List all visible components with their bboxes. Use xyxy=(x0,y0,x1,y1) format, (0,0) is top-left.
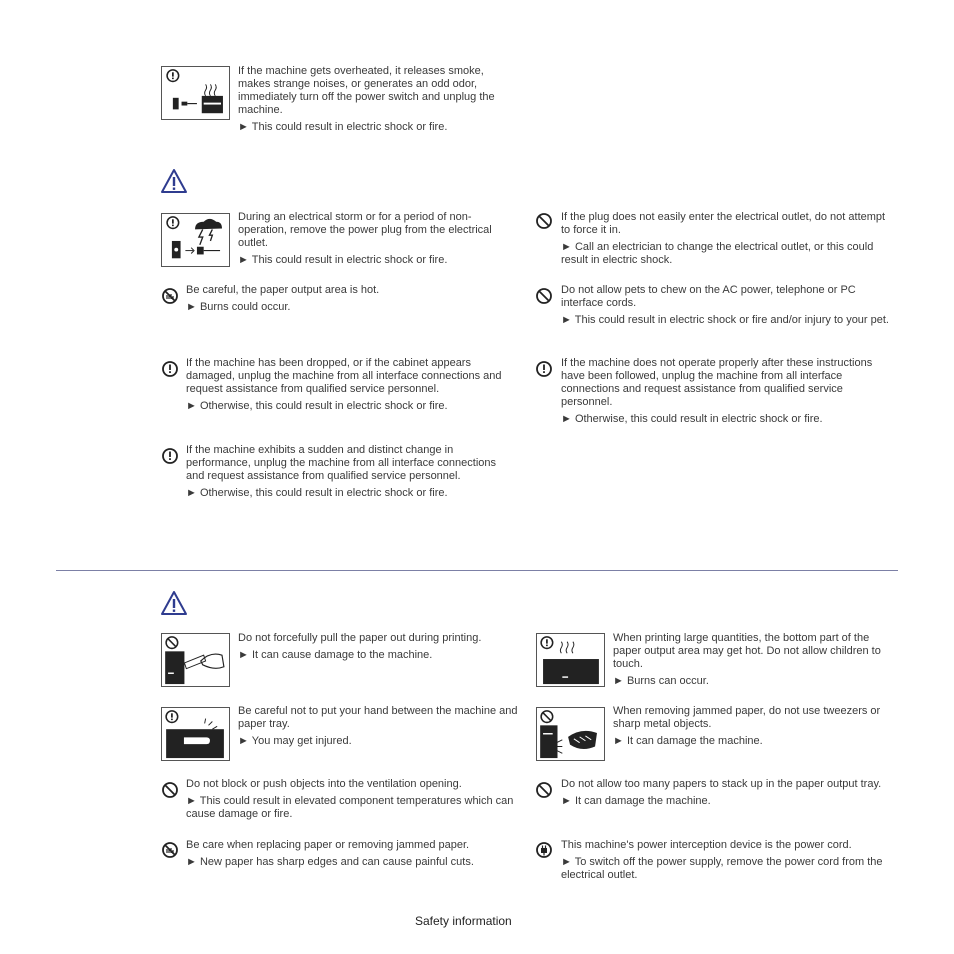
caution-result: ► It can damage the machine. xyxy=(613,735,763,747)
stack-caution xyxy=(561,778,891,808)
warning-text: If the machine has been dropped, or if the cabinet appears damaged, unplug the machine from all interface connections and request assistance from qualified service personnel. xyxy=(186,357,502,395)
power-cord-caution xyxy=(561,839,891,882)
mandatory-action-icon xyxy=(161,360,179,378)
warning-text: During an electrical storm or for a period of non-operation, remove the power plug from the electrical outlet. xyxy=(238,211,492,249)
warning-result: ► Otherwise, this could result in electric shock or fire. xyxy=(186,487,448,499)
large-quantity-caution xyxy=(613,632,893,688)
caution-result: ► Burns can occur. xyxy=(613,675,709,687)
warning-result: ► Otherwise, this could result in electric shock or fire. xyxy=(561,413,823,425)
warning-result: ► Call an electrician to change the electrical outlet, or this could result in electric shock. xyxy=(561,241,874,266)
caution-text: When printing large quantities, the bottom part of the paper output area may get hot. Do not allow children to touch. xyxy=(613,632,881,670)
performance-warning xyxy=(186,444,496,500)
tweezers-caution xyxy=(613,705,893,748)
not-operate-warning xyxy=(561,357,886,426)
warning-triangle-icon xyxy=(160,168,188,194)
output-hot-warning xyxy=(186,284,506,314)
unplug-icon xyxy=(535,841,553,859)
overheat-warning xyxy=(238,65,516,134)
warning-result: ► Burns could occur. xyxy=(186,301,291,313)
mandatory-action-icon xyxy=(161,447,179,465)
warning-result: ► Otherwise, this could result in electric shock or fire. xyxy=(186,400,448,412)
warning-triangle-icon xyxy=(160,590,188,616)
caution-text: When removing jammed paper, do not use tweezers or sharp metal objects. xyxy=(613,705,881,730)
plug-force-warning xyxy=(561,211,891,267)
storm-unplug-illustration xyxy=(161,213,230,267)
pull-paper-illustration xyxy=(161,633,230,687)
caution-result: ► It can damage the machine. xyxy=(561,795,711,807)
prohibited-icon xyxy=(535,287,553,305)
caution-result: ► To switch off the power supply, remove the power cord from the electrical outlet. xyxy=(561,856,883,881)
dropped-warning xyxy=(186,357,508,413)
warning-text: Be careful, the paper output area is hot. xyxy=(186,284,380,296)
prohibited-icon xyxy=(161,781,179,799)
warning-text: If the machine gets overheated, it releases smoke, makes strange noises, or generates an odd odor, immediately turn off the power switch and unplug the machine. xyxy=(238,65,495,116)
ventilation-caution xyxy=(186,778,516,821)
page-footer: Safety information xyxy=(415,914,512,928)
storm-warning xyxy=(238,211,508,267)
tweezers-illustration xyxy=(536,707,605,761)
warning-text: If the machine does not operate properly after these instructions have been followed, unplug the machine from all interface connections and request assistance from qualified service personnel. xyxy=(561,357,873,408)
caution-text: Do not allow too many papers to stack up in the paper output tray. xyxy=(561,778,882,790)
caution-text: This machine's power interception device is the power cord. xyxy=(561,839,852,851)
warning-text: If the plug does not easily enter the electrical outlet, do not attempt to force it in. xyxy=(561,211,886,236)
no-touch-icon xyxy=(161,287,179,305)
hand-tray-illustration xyxy=(161,707,230,761)
prohibited-icon xyxy=(535,212,553,230)
warning-text: If the machine exhibits a sudden and distinct change in performance, unplug the machine from all interface connections and request assistance from qualified service personnel. xyxy=(186,444,497,482)
caution-result: ► This could result in elevated component temperatures which can cause damage or fire. xyxy=(186,795,514,820)
replacing-caution xyxy=(186,839,516,869)
no-touch-icon xyxy=(161,841,179,859)
caution-text: Be care when replacing paper or removing jammed paper. xyxy=(186,839,470,851)
caution-result: ► It can cause damage to the machine. xyxy=(238,649,433,661)
caution-text: Do not block or push objects into the ventilation opening. xyxy=(186,778,462,790)
section-divider xyxy=(56,570,898,571)
prohibited-icon xyxy=(535,781,553,799)
mandatory-action-icon xyxy=(535,360,553,378)
caution-result: ► New paper has sharp edges and can cause painful cuts. xyxy=(186,856,474,868)
caution-text: Do not forcefully pull the paper out during printing. xyxy=(238,632,482,644)
warning-result: ► This could result in electric shock or fire. xyxy=(238,121,448,133)
pets-warning xyxy=(561,284,891,327)
hand-tray-caution xyxy=(238,705,518,748)
overheat-unplug-illustration xyxy=(161,66,230,120)
pull-paper-caution xyxy=(238,632,516,662)
hot-output-illustration xyxy=(536,633,605,687)
warning-text: Do not allow pets to chew on the AC power, telephone or PC interface cords. xyxy=(561,284,856,309)
caution-text: Be careful not to put your hand between the machine and paper tray. xyxy=(238,705,518,730)
warning-result: ► This could result in electric shock or fire. xyxy=(238,254,448,266)
caution-result: ► You may get injured. xyxy=(238,735,352,747)
warning-result: ► This could result in electric shock or fire and/or injury to your pet. xyxy=(561,314,889,326)
